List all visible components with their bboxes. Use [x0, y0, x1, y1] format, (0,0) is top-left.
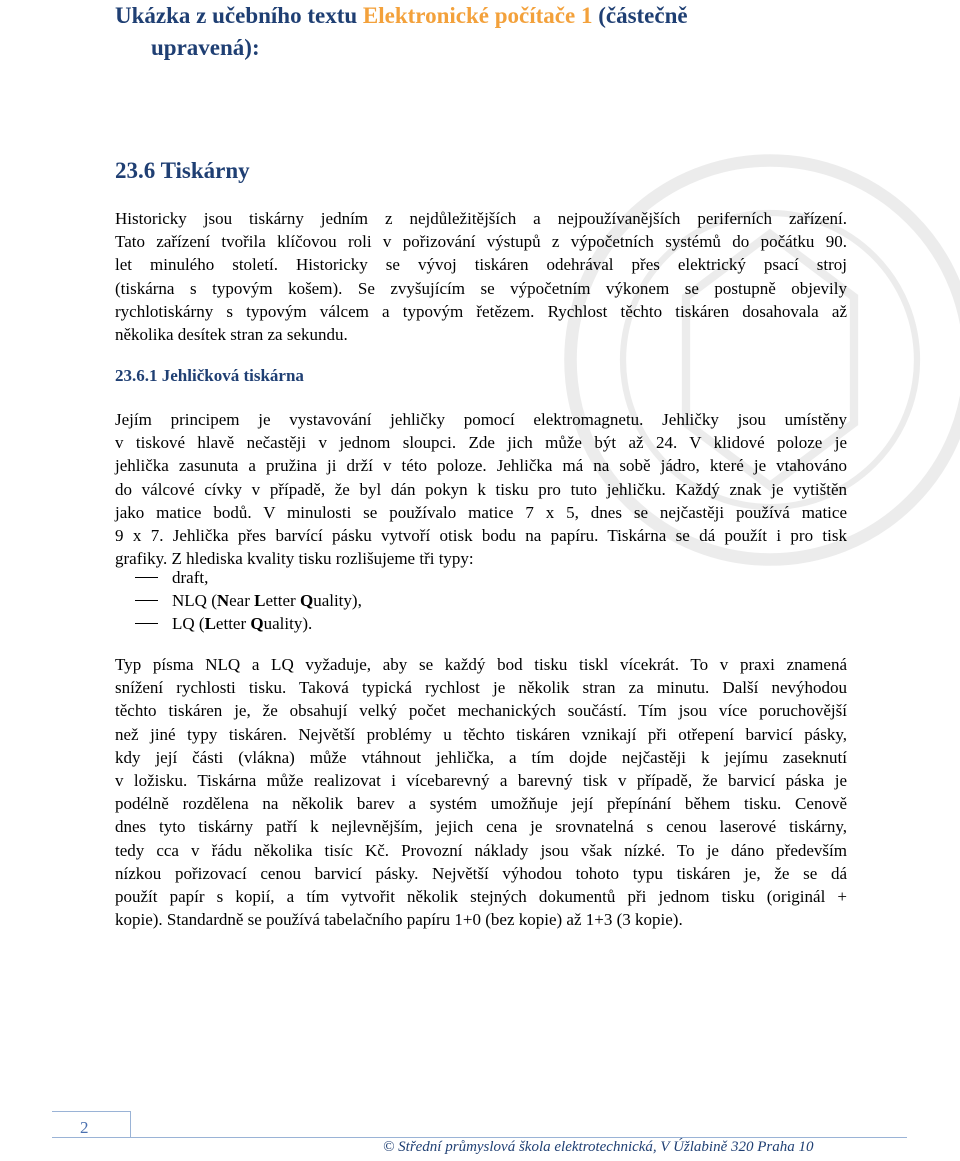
text-line: rychlotiskárny s typovým válcem a typovým řetězem. Rychlost těchto tiskáren dosahovala až — [115, 301, 847, 321]
text-line: grafiky. Z hlediska kvality tisku rozlišujeme tři typy: — [115, 549, 474, 569]
text-line: než jiné typy tiskáren. Největší problémy u těchto tiskáren vznikají při otřepení barvicí pásky, — [115, 724, 847, 744]
text-line: dnes tyto tiskárny patří k nejlevnějším, jejich cena je srovnatelná s cenou laserové tiskárny, — [115, 817, 847, 837]
section-heading: 23.6 Tiskárny — [115, 158, 250, 183]
quality-list — [135, 566, 362, 635]
title-prefix: Ukázka z učebního textu — [115, 3, 358, 28]
text-line: kdy její části (vlákna) může vtáhnout jehlička, a tím dojde nejčastěji k jejímu zaseknutí — [115, 747, 847, 767]
text-line: použít papír s kopií, a tím vytvořit několik stejných dokumentů při jednom tisku (originál + — [115, 887, 847, 907]
details-paragraph — [115, 653, 847, 931]
page-number: 2 — [80, 1118, 89, 1137]
title-accent: Elektronické počítače 1 — [362, 3, 593, 28]
list-item: NLQ (Near Letter Quality), — [135, 589, 362, 612]
text-line: tedy cca v řádu několika tisíc Kč. Provozní náklady jsou však nízké. To je dáno především — [115, 840, 847, 860]
text-line: podélně rozdělena na několik barev a systém umožňuje její přepínání během tisku. Cenově — [115, 794, 847, 814]
list-item: LQ (Letter Quality). — [135, 612, 362, 635]
text-line: snížení rychlosti tisku. Taková typická rychlost je několik stran za minutu. Další nevýhodou — [115, 678, 847, 698]
text-line: v tiskové hlavě nečastěji v jednom sloupci. Zde jich může být až 24. V klidové poloze je — [115, 433, 847, 453]
text-line: jako matice bodů. V minulosti se používalo matice 7 x 5, dnes se nejčastěji používá matice — [115, 502, 847, 522]
text-line: těchto tiskáren je, že obsahují velký počet mechanických součástí. Tím jsou více poruchovější — [115, 701, 847, 721]
principle-paragraph — [115, 408, 847, 570]
text-line: jehlička zasunuta a pružina ji drží v této poloze. Jehlička má na sobě jádro, které je vtahováno — [115, 456, 847, 476]
list-item: draft, — [135, 566, 362, 589]
title-suffix: (částečně — [598, 3, 688, 28]
footer-divider — [52, 1137, 907, 1138]
text-line: kopie). Standardně se používá tabelačního papíru 1+0 (bez kopie) až 1+3 (3 kopie). — [115, 910, 683, 930]
text-line: Typ písma NLQ a LQ vyžaduje, aby se každý bod tisku tiskl vícekrát. To v praxi znamená — [115, 655, 847, 674]
text-line: 9 x 7. Jehlička přes barvící pásku vytvoří otisk bodu na papíru. Tiskárna se dá použít i pro tisk — [115, 526, 847, 546]
subsection-heading: 23.6.1 Jehličková tiskárna — [115, 366, 304, 385]
text-line: několika desítek stran za sekundu. — [115, 325, 348, 345]
footer-copyright: © Střední průmyslová škola elektrotechnická, V Úžlabině 320 Praha 10 — [383, 1139, 814, 1155]
text-line: let minulého století. Historicky se vývoj tiskáren odehrával přes elektrický psací stroj — [115, 255, 847, 275]
text-line: do válcové cívky v případě, že byl dán pokyn k tisku pro tuto jehličku. Každý znak je vytištěn — [115, 479, 847, 499]
intro-paragraph — [115, 207, 847, 346]
text-line: Tato zařízení tvořila klíčovou roli v pořizování výstupů z výpočetních systémů do počátku 90. — [115, 232, 847, 252]
text-line: Jejím principem je vystavování jehličky pomocí elektromagnetu. Jehličky jsou umístěny — [115, 410, 847, 429]
text-line: (tiskárna s typovým košem). Se zvyšujícím se výpočetním výkonem se postupně objevily — [115, 278, 847, 298]
title-line2: upravená): — [151, 35, 260, 60]
text-line: v ložisku. Tiskárna může realizovat i vícebarevný a barevný tisk v případě, že barvicí páska je — [115, 771, 847, 791]
text-line: Historicky jsou tiskárny jedním z nejdůležitějších a nejpoužívanějších periferních zařízení. — [115, 209, 847, 228]
page-number-box — [52, 1111, 131, 1138]
document-title — [115, 0, 835, 64]
text-line: nízkou pořizovací cenou barvicí pásky. Největší výhodou tohoto typu tiskáren je, že se dá — [115, 863, 847, 883]
